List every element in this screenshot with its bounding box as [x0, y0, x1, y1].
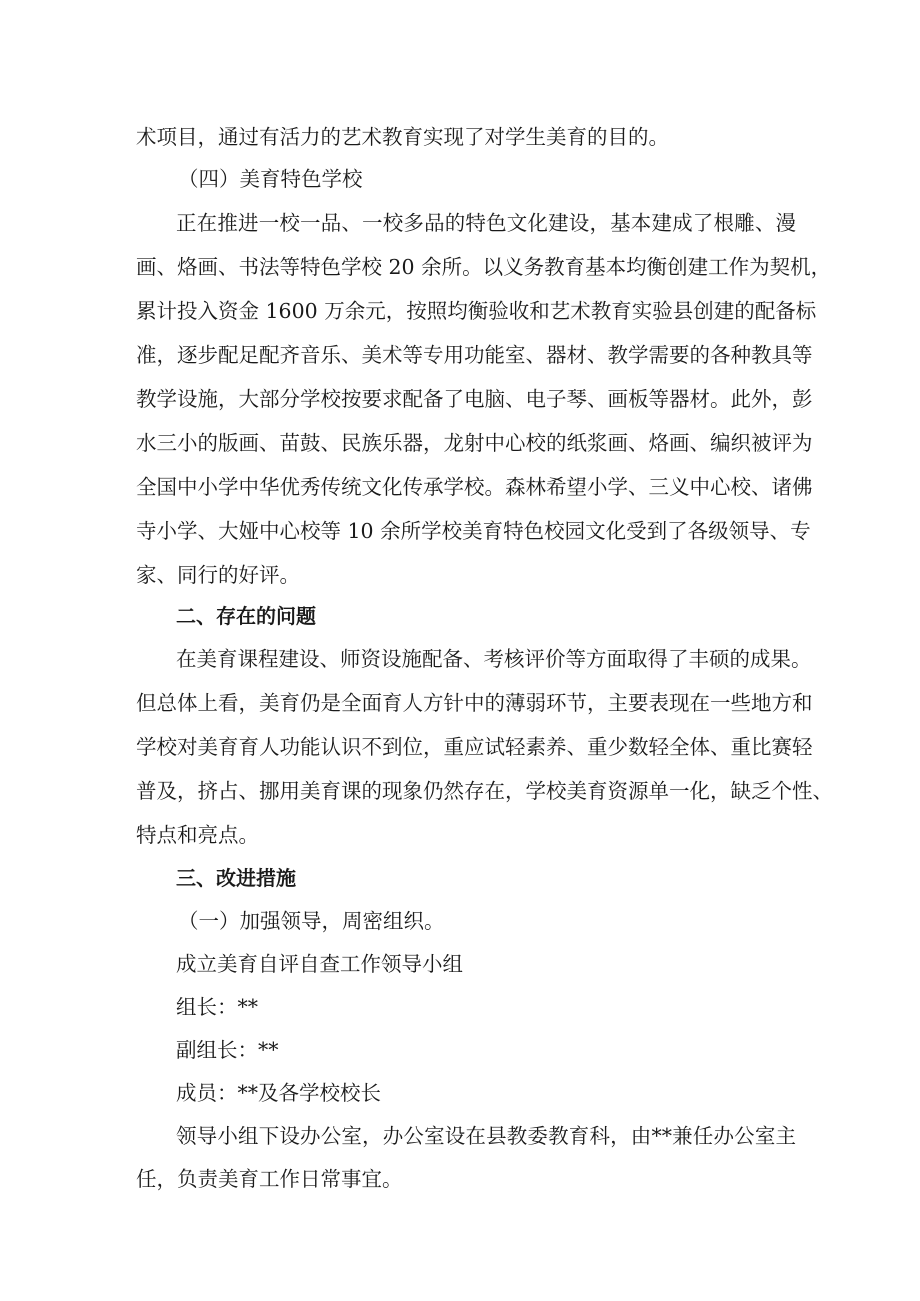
- section-heading-2: 二、存在的问题: [176, 604, 316, 628]
- paragraph-line: 教学设施，大部分学校按要求配备了电脑、电子琴、画板等器材。此外，彭: [136, 387, 813, 411]
- paragraph-line: 家、同行的好评。: [136, 563, 300, 587]
- sub-heading-1: （一）加强领导，周密组织。: [178, 909, 445, 933]
- paragraph-line: 任，负责美育工作日常事宜。: [136, 1167, 403, 1191]
- group-title: 成立美育自评自查工作领导小组: [176, 952, 463, 976]
- leader-line: 组长：**: [176, 995, 258, 1019]
- paragraph-line: 正在推进一校一品、一校多品的特色文化建设，基本建成了根雕、漫: [176, 211, 796, 235]
- paragraph-line: 学校对美育育人功能认识不到位，重应试轻素养、重少数轻全体、重比赛轻: [136, 735, 813, 759]
- sub-heading-4: （四）美育特色学校: [178, 167, 363, 191]
- paragraph-line: 但总体上看，美育仍是全面育人方针中的薄弱环节，主要表现在一些地方和: [136, 691, 813, 715]
- paragraph-line: 画、烙画、书法等特色学校 20 余所。以义务教育基本均衡创建工作为契机，: [136, 255, 832, 279]
- paragraph-line: 领导小组下设办公室，办公室设在县教委教育科，由**兼任办公室主: [176, 1124, 796, 1148]
- paragraph-line: 水三小的版画、苗鼓、民族乐器，龙射中心校的纸浆画、烙画、编织被评为: [136, 431, 813, 455]
- section-heading-3: 三、改进措施: [176, 866, 296, 890]
- members-line: 成员：**及各学校校长: [176, 1081, 381, 1105]
- paragraph-line: 累计投入资金 1600 万余元，按照均衡验收和艺术教育实验县创建的配备标: [136, 299, 817, 323]
- paragraph-line: 特点和亮点。: [136, 823, 259, 847]
- paragraph-line: 寺小学、大娅中心校等 10 余所学校美育特色校园文化受到了各级领导、专: [136, 519, 811, 543]
- paragraph-line: 普及，挤占、挪用美育课的现象仍然存在，学校美育资源单一化，缺乏个性、: [136, 779, 833, 803]
- paragraph-line: 准，逐步配足配齐音乐、美术等专用功能室、器材、教学需要的各种教具等: [136, 343, 813, 367]
- paragraph-line: 全国中小学中华优秀传统文化传承学校。森林希望小学、三义中心校、诸佛: [136, 475, 813, 499]
- vice-leader-line: 副组长：**: [176, 1038, 279, 1062]
- paragraph-line: 术项目，通过有活力的艺术教育实现了对学生美育的目的。: [136, 125, 669, 149]
- paragraph-line: 在美育课程建设、师资设施配备、考核评价等方面取得了丰硕的成果。: [176, 647, 812, 671]
